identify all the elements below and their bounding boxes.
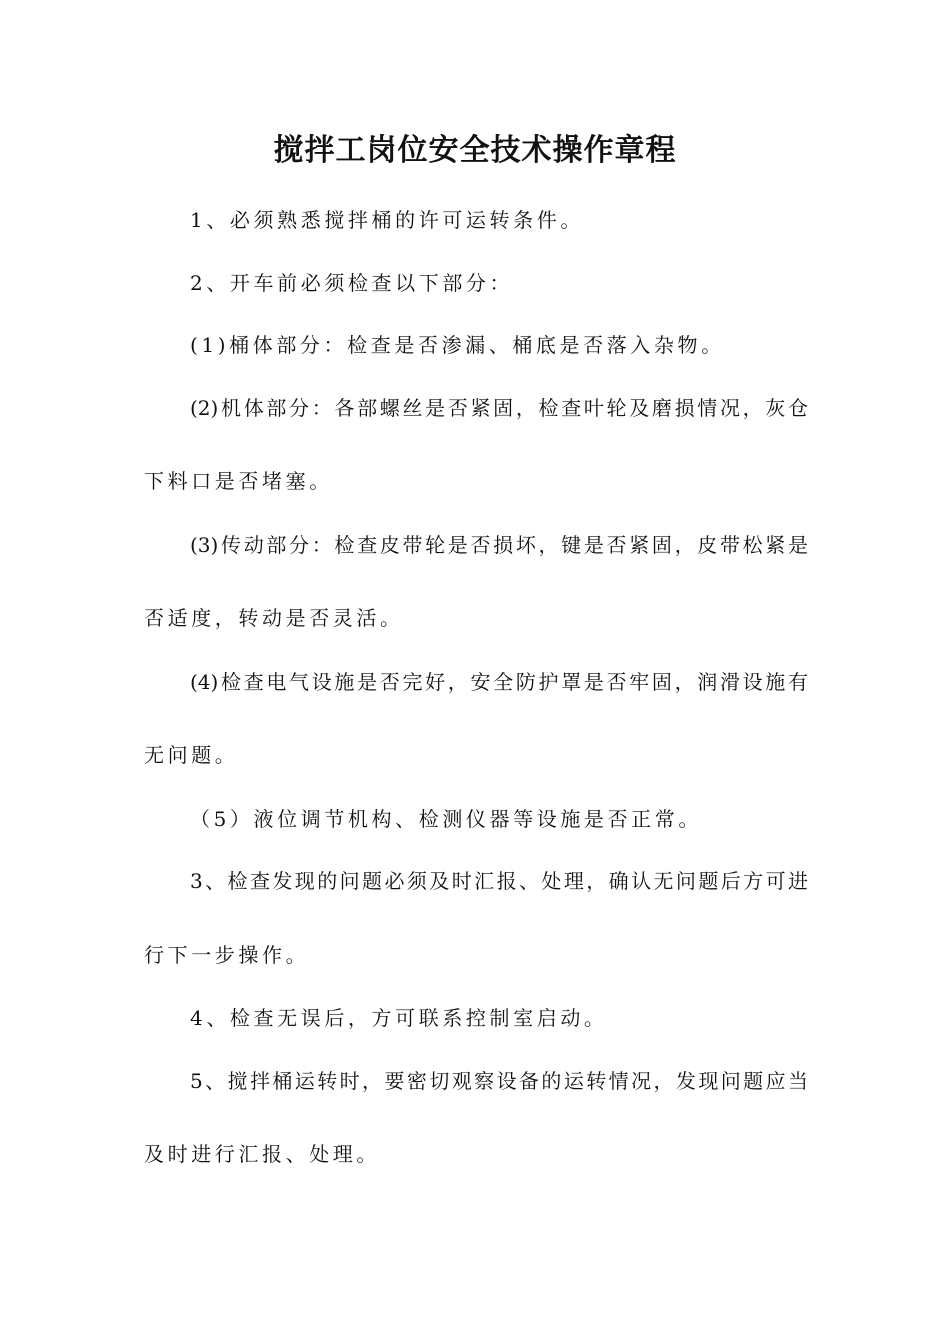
rule-2-item-2-cont: 下料口是否堵塞。: [144, 469, 333, 493]
rule-2-item-1: (1)桶体部分：检查是否渗漏、桶底是否落入杂物。: [190, 333, 725, 357]
rule-5-cont: 及时进行汇报、处理。: [144, 1142, 380, 1166]
rule-2-item-5: （5）液位调节机构、检测仪器等设施是否正常。: [190, 807, 702, 831]
rule-2-item-3: (3)传动部分：检查皮带轮是否损坏，键是否紧固，皮带松紧是: [190, 533, 808, 557]
rule-3: 3、检查发现的问题必须及时汇报、处理，确认无问题后方可进: [190, 869, 808, 893]
document-title: 搅拌工岗位安全技术操作章程: [273, 133, 677, 168]
rule-2: 2、开车前必须检查以下部分：: [190, 271, 514, 295]
rule-2-item-3-cont: 否适度，转动是否灵活。: [144, 606, 404, 630]
rule-2-item-4: (4)检查电气设施是否完好，安全防护罩是否牢固，润滑设施有: [190, 670, 808, 694]
rule-2-item-2: (2)机体部分：各部螺丝是否紧固，检查叶轮及磨损情况，灰仓: [190, 396, 808, 420]
rule-2-item-4-cont: 无问题。: [144, 743, 239, 767]
rule-5: 5、搅拌桶运转时，要密切观察设备的运转情况，发现问题应当: [190, 1069, 808, 1093]
rule-1: 1、必须熟悉搅拌桶的许可运转条件。: [190, 208, 584, 232]
rule-4: 4、检查无误后，方可联系控制室启动。: [190, 1006, 608, 1030]
rule-3-cont: 行下一步操作。: [144, 943, 310, 967]
